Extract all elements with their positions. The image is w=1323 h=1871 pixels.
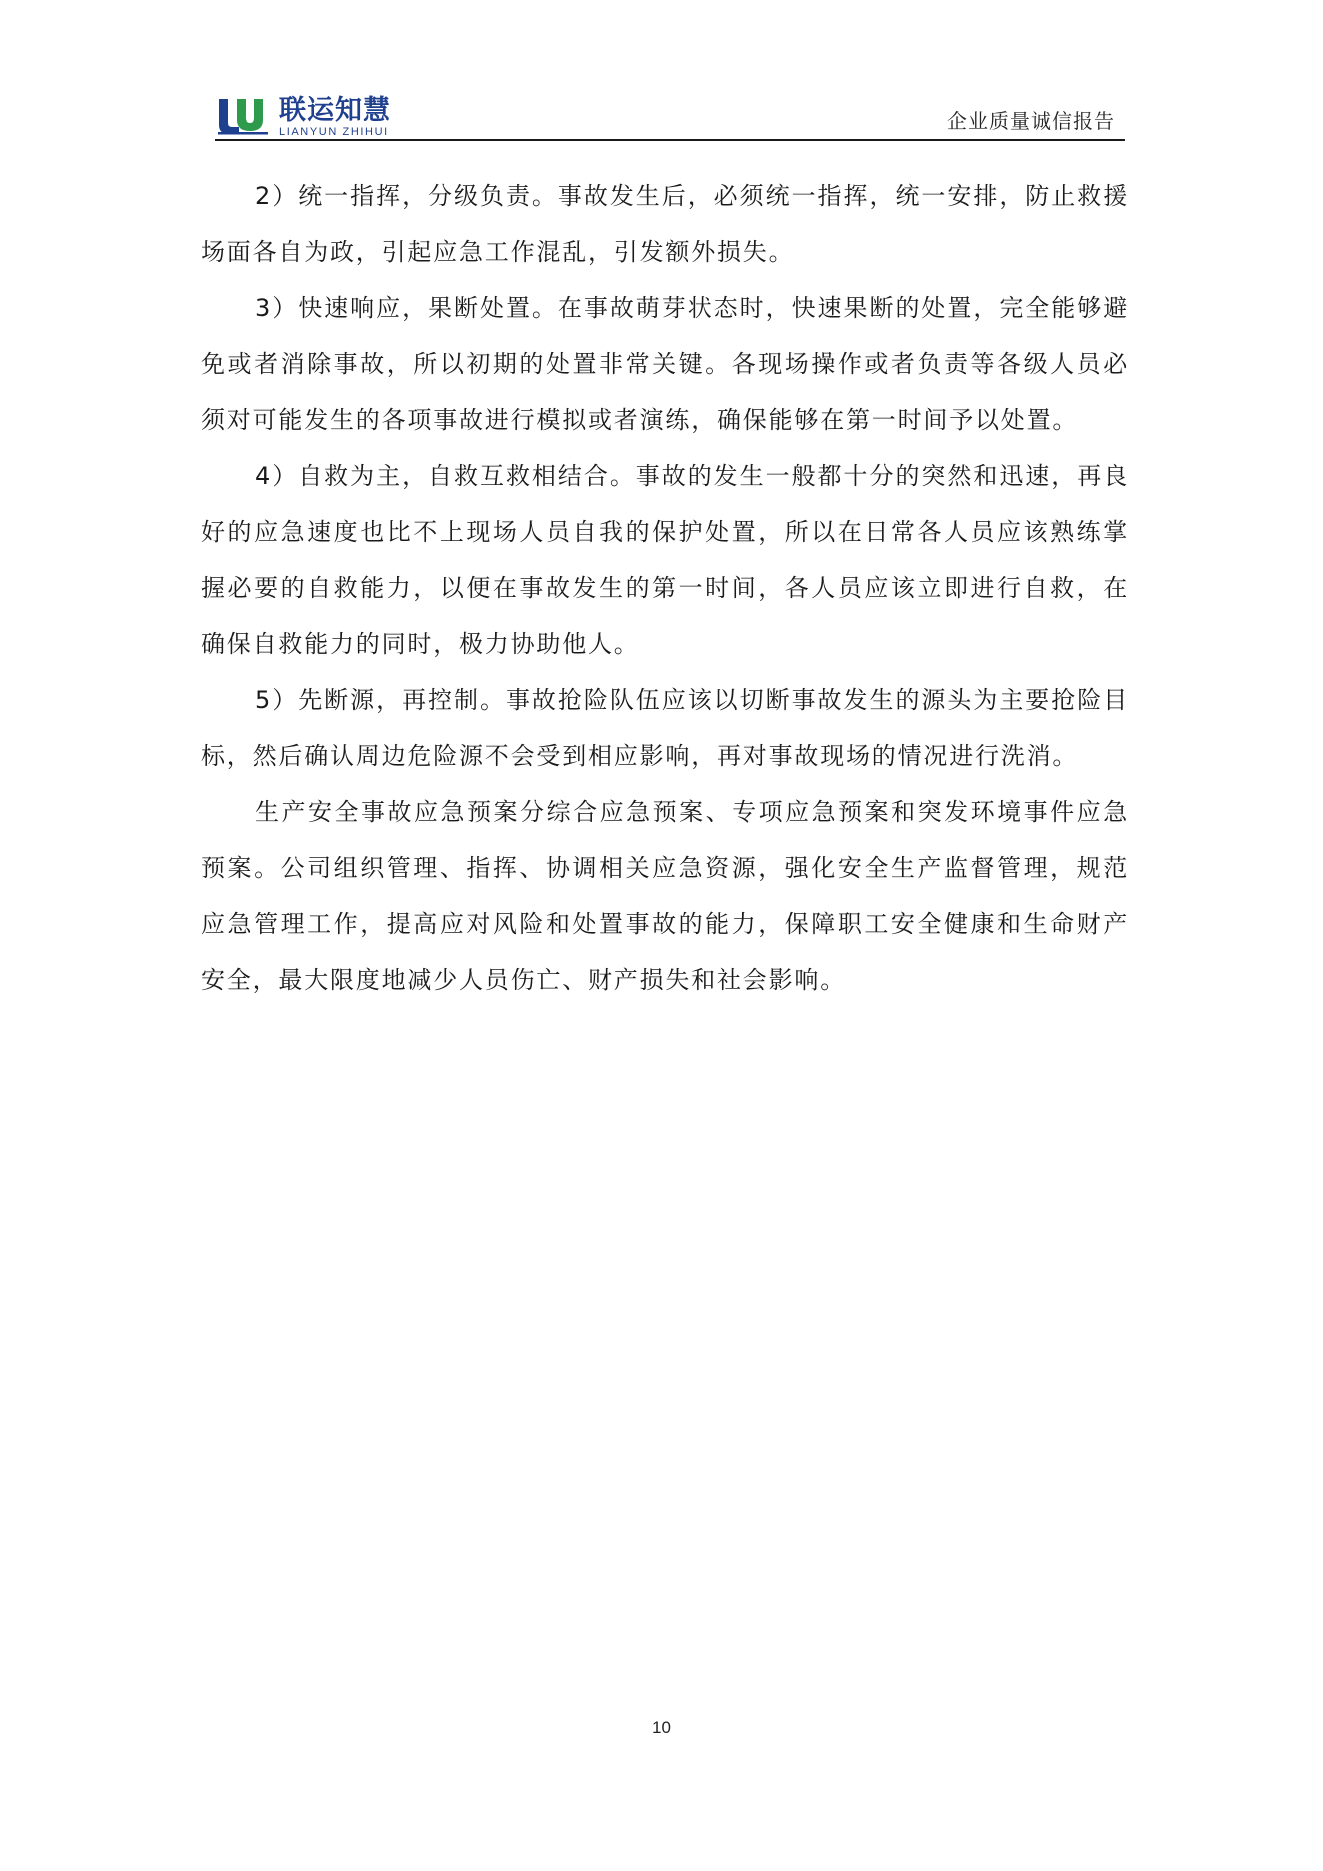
logo-chinese-name: 联运知慧 (279, 95, 391, 126)
paragraph-cut-source: 5）先断源，再控制。事故抢险队伍应该以切断事故发生的源头为主要抢险目标，然后确认周边危险源不会受到相应影响，再对事故现场的情况进行洗消。 (201, 686, 1129, 770)
paragraph-quick-response: 3）快速响应，果断处置。在事故萌芽状态时，快速果断的处置，完全能够避免或者消除事故，所以初期的处置非常关键。各现场操作或者负责等各级人员必须对可能发生的各项事故进行模拟或者演练，确保能够在第一时间予以处置。 (201, 294, 1129, 434)
paragraph-unified-command: 2）统一指挥，分级负责。事故发生后，必须统一指挥，统一安排，防止救援场面各自为政，引起应急工作混乱，引发额外损失。 (201, 182, 1129, 266)
paragraph-self-rescue: 4）自救为主，自救互救相结合。事故的发生一般都十分的突然和迅速，再良好的应急速度也比不上现场人员自我的保护处置，所以在日常各人员应该熟练掌握必要的自救能力，以便在事故发生的第一时间，各人员应该立即进行自救，在确保自救能力的同时，极力协助他人。 (201, 462, 1129, 658)
page-header (215, 96, 1123, 142)
document-body (201, 168, 1129, 1008)
report-title: 企业质量诚信报告 (947, 109, 1115, 133)
company-logo (215, 96, 391, 142)
lianyun-logo-icon (215, 96, 271, 136)
paragraph-emergency-plans: 生产安全事故应急预案分综合应急预案、专项应急预案和突发环境事件应急预案。公司组织管理、指挥、协调相关应急资源，强化安全生产监督管理，规范应急管理工作，提高应对风险和处置事故的能力，保障职工安全健康和生命财产安全，最大限度地减少人员伤亡、财产损失和社会影响。 (201, 798, 1129, 994)
logo-english-name: LIANYUN ZHIHUI (279, 126, 389, 138)
page-number: 10 (652, 1718, 671, 1737)
header-divider (215, 139, 1125, 141)
logo-wordmark (279, 96, 391, 138)
